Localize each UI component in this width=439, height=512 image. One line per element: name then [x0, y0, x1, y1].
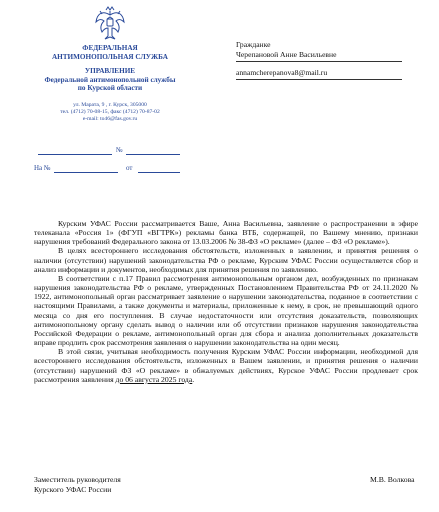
outgoing-number-row	[34, 146, 182, 157]
signer-name: М.В. Волкова	[370, 475, 415, 484]
paragraph-4	[34, 347, 418, 384]
deadline-date: до 06 августа 2025 года	[115, 374, 193, 384]
email-address: e-mail: to46@fas.gov.ru	[82, 116, 138, 123]
recipient-line1: Гражданке	[236, 40, 271, 49]
date-line	[38, 154, 112, 155]
recipient-email: annamcherepanova8@mail.ru	[236, 68, 328, 77]
reference-number-line	[54, 172, 118, 173]
agency-name	[40, 44, 180, 61]
reference-row	[34, 164, 182, 175]
contact-block	[40, 102, 180, 124]
paragraph-4-main: В этой связи, учитывая необходимость получения Курским УФАС России информации, необходимой для всестороннего исследования обстоятельств, изложенных в Вашем заявлении, и принятия решения о наличии (отсутствии) нарушений ФЗ «О рекламе» в обжалуемых действиях, Курское УФАС России продлевает срок рассмотрения заявления	[34, 347, 418, 384]
dept-line2: Федеральной антимонопольной службы	[44, 75, 176, 84]
department-name	[40, 67, 180, 93]
reference-date-line	[138, 172, 180, 173]
letterhead	[40, 6, 180, 124]
signature-block	[34, 475, 424, 495]
recipient-underline	[236, 61, 402, 62]
signer-position-line1: Заместитель руководителя	[34, 475, 121, 484]
reference-label: На №	[34, 164, 51, 172]
letter-body	[34, 219, 418, 384]
number-line	[126, 154, 180, 155]
dept-line3: по Курской области	[77, 84, 143, 93]
recipient-block	[236, 40, 408, 80]
recipient-line2: Черепановой Анне Васильевне	[236, 50, 337, 59]
paragraph-4-end: .	[192, 374, 195, 384]
paragraph-3: В соответствии с п.17 Правил рассмотрения антимонопольным органом дел, возбужденных по признакам нарушения законодательства РФ о рекламе, утвержденных Постановлением Правительства РФ от 24.11.2020 № 1922, антимонопольный орган рассматривает заявление о нарушении законодательства, поданное в соответствии с настоящими Правилами, а также документы и материалы, приложенные к нему, в срок, не превышающий одного месяца со дня его поступления. В случае недостаточности или отсутствия доказательств, позволяющих антимонопольному органу сделать вывод о наличии или об отсутствии признаков нарушения законодательства Российской Федерации о рекламе, антимонопольный орган для сбора и анализа дополнительных доказательств вправе продлить срок рассмотрения заявления о нарушении законодательства на один месяц.	[34, 273, 418, 348]
registration-lines	[34, 146, 182, 175]
agency-line2: АНТИМОНОПОЛЬНАЯ СЛУЖБА	[51, 52, 169, 61]
paragraph-2: В целях всестороннего исследования обстоятельств, изложенных в заявлении, и принятия решения о наличии (отсутствии) нарушений законодательства РФ о рекламе, Курским УФАС России осуществляется сбор и анализ информации и документов, необходимых для принятия решения по заявлению.	[34, 246, 418, 274]
reference-from-label: от	[126, 164, 133, 172]
signer-position-line2: Курского УФАС России	[34, 485, 112, 494]
address: ул. Марата, 9 , г. Курск, 305000	[73, 101, 147, 108]
dept-line1: УПРАВЛЕНИЕ	[84, 67, 136, 76]
email-underline	[236, 79, 402, 80]
agency-line1: ФЕДЕРАЛЬНАЯ	[82, 44, 138, 52]
phone: тел. (4712) 70-08-15, факс (4712) 70-87-02	[60, 109, 160, 116]
paragraph-1: Курским УФАС России рассматривается Ваше, Анна Васильевна, заявление о распространении в эфире телеканала «Россия 1» (ФГУП «ВГТРК») рекламы банка ВТБ, содержащей, по Вашему мнению, признаки нарушения требований Федерального закона от 13.03.2006 № 38-ФЗ «О рекламе» (далее – ФЗ «О рекламе»).	[34, 219, 418, 247]
number-sign: №	[116, 146, 123, 154]
coat-of-arms-icon	[93, 6, 127, 42]
